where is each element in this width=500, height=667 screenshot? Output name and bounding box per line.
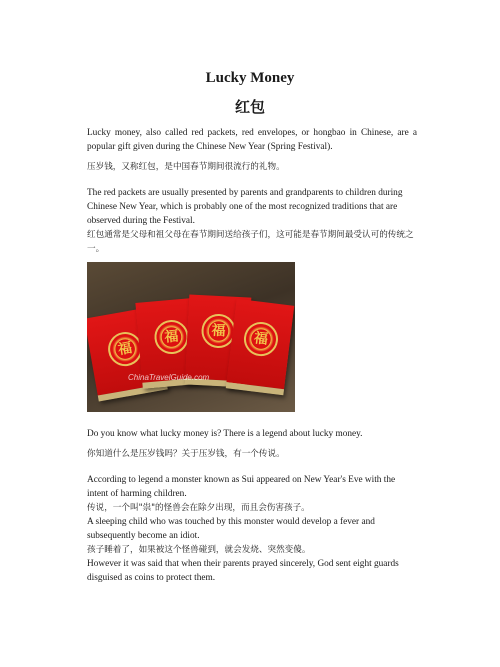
red-envelopes-photo (87, 262, 295, 412)
paragraph-2: The red packets are usually presented by parents and grandparents to children during Chinese New Year, which is probably one of the most recognized traditions that are observed during the Festival. (87, 188, 403, 226)
paragraph-1: Lucky money, also called red packets, red envelopes, or hongbao in Chinese, are a popular gift given during the Chinese New Year (Spring Festival). (87, 128, 417, 152)
photo-watermark: ChinaTravelGuide.com (128, 373, 210, 382)
fu-coin-emblem: 福 (153, 319, 190, 356)
red-envelope (226, 299, 295, 395)
title-chinese: 红包 (234, 98, 265, 116)
paragraph-3: Do you know what lucky money is? There is a legend about lucky money. (87, 429, 363, 439)
fu-coin-emblem: 福 (105, 329, 144, 368)
paragraph-1-chinese: 压岁钱，又称红包，是中国春节期间很流行的礼物。 (87, 162, 285, 172)
paragraph-2-chinese: 红包通常是父母和祖父母在春节期间送给孩子们，这可能是春节期间最受认可的传统之一。 (87, 230, 414, 254)
fu-coin-emblem: 福 (242, 320, 280, 358)
fu-coin-emblem: 福 (201, 313, 237, 349)
paragraph-4: According to legend a monster known as Sui appeared on New Year's Eve with the intent of harming children. (87, 475, 396, 499)
paragraph-5-chinese: 孩子睡着了，如果被这个怪兽碰到，就会发烧、突然变傻。 (87, 545, 311, 555)
title-english: Lucky Money (205, 70, 295, 86)
paragraph-5: A sleeping child who was touched by this monster would develop a fever and subsequently become an idiot. (87, 517, 375, 541)
paragraph-3-chinese: 你知道什么是压岁钱吗？关于压岁钱，有一个传说。 (87, 449, 285, 459)
paragraph-4-chinese: 传说，一个叫"祟"的怪兽会在除夕出现，而且会伤害孩子。 (87, 503, 310, 513)
paragraph-6: However it was said that when their parents prayed sincerely, God sent eight guards disguised as coins to protect them. (87, 559, 399, 583)
